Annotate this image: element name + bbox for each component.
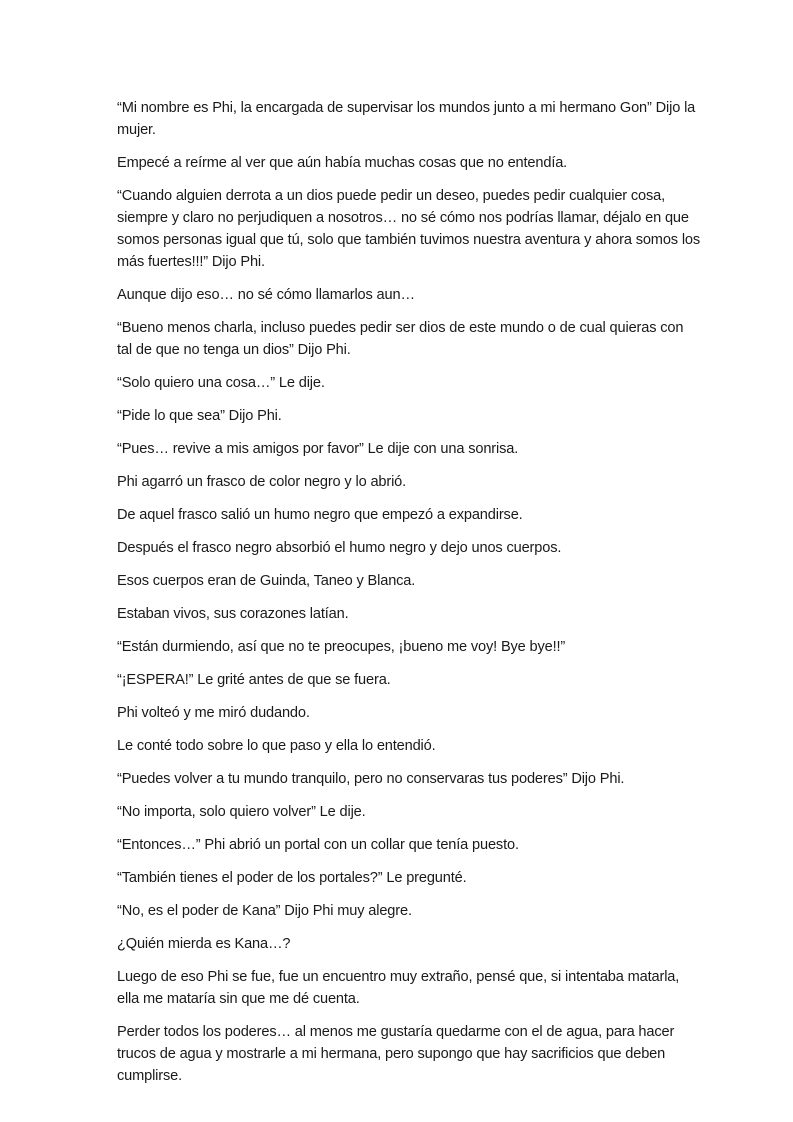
paragraph: “Pues… revive a mis amigos por favor” Le dije con una sonrisa.: [117, 441, 519, 457]
paragraph: “Cuando alguien derrota a un dios puede pedir un deseo, puedes pedir cualquier cosa, siempre y claro no perjudiquen a nosotros… no sé cómo nos podrías llamar, déjalo en que somos personas igual que tú, solo que también tuvimos nuestra aventura y ahora somos los más fuertes!!!” Dijo Phi.: [117, 188, 701, 270]
paragraph: “Mi nombre es Phi, la encargada de supervisar los mundos junto a mi hermano Gon” Dijo la mujer.: [117, 100, 696, 138]
paragraph: Le conté todo sobre lo que paso y ella lo entendió.: [117, 738, 436, 754]
paragraph: Perder todos los poderes… al menos me gustaría quedarme con el de agua, para hacer trucos de agua y mostrarle a mi hermana, pero supongo que hay sacrificios que deben cumplirse.: [117, 1024, 675, 1084]
paragraph: Aunque dijo eso… no sé cómo llamarlos aun…: [117, 287, 415, 303]
paragraph: “¡ESPERA!” Le grité antes de que se fuera.: [117, 672, 391, 688]
paragraph: “No importa, solo quiero volver” Le dije.: [117, 804, 366, 820]
paragraph: “También tienes el poder de los portales?” Le pregunté.: [117, 870, 467, 886]
paragraph: “Puedes volver a tu mundo tranquilo, pero no conservaras tus poderes” Dijo Phi.: [117, 771, 625, 787]
paragraph: “No, es el poder de Kana” Dijo Phi muy alegre.: [117, 903, 412, 919]
paragraph: “Entonces…” Phi abrió un portal con un collar que tenía puesto.: [117, 837, 519, 853]
paragraph: Estaban vivos, sus corazones latían.: [117, 606, 349, 622]
paragraph: Phi volteó y me miró dudando.: [117, 705, 310, 721]
paragraph: “Pide lo que sea” Dijo Phi.: [117, 408, 282, 424]
paragraph: Luego de eso Phi se fue, fue un encuentro muy extraño, pensé que, si intentaba matarla, ella me mataría sin que me dé cuenta.: [117, 969, 680, 1007]
paragraph: Esos cuerpos eran de Guinda, Taneo y Blanca.: [117, 573, 416, 589]
paragraph: “Solo quiero una cosa…” Le dije.: [117, 375, 325, 391]
document-page: [117, 97, 701, 1098]
paragraph: “Bueno menos charla, incluso puedes pedir ser dios de este mundo o de cual quieras con tal de que no tenga un dios” Dijo Phi.: [117, 320, 684, 358]
paragraph: De aquel frasco salió un humo negro que empezó a expandirse.: [117, 507, 523, 523]
paragraph: Después el frasco negro absorbió el humo negro y dejo unos cuerpos.: [117, 540, 562, 556]
paragraph: “Están durmiendo, así que no te preocupes, ¡bueno me voy! Bye bye!!”: [117, 639, 566, 655]
paragraph: ¿Quién mierda es Kana…?: [117, 936, 291, 952]
paragraph: Empecé a reírme al ver que aún había muchas cosas que no entendía.: [117, 155, 568, 171]
paragraph: Phi agarró un frasco de color negro y lo abrió.: [117, 474, 407, 490]
